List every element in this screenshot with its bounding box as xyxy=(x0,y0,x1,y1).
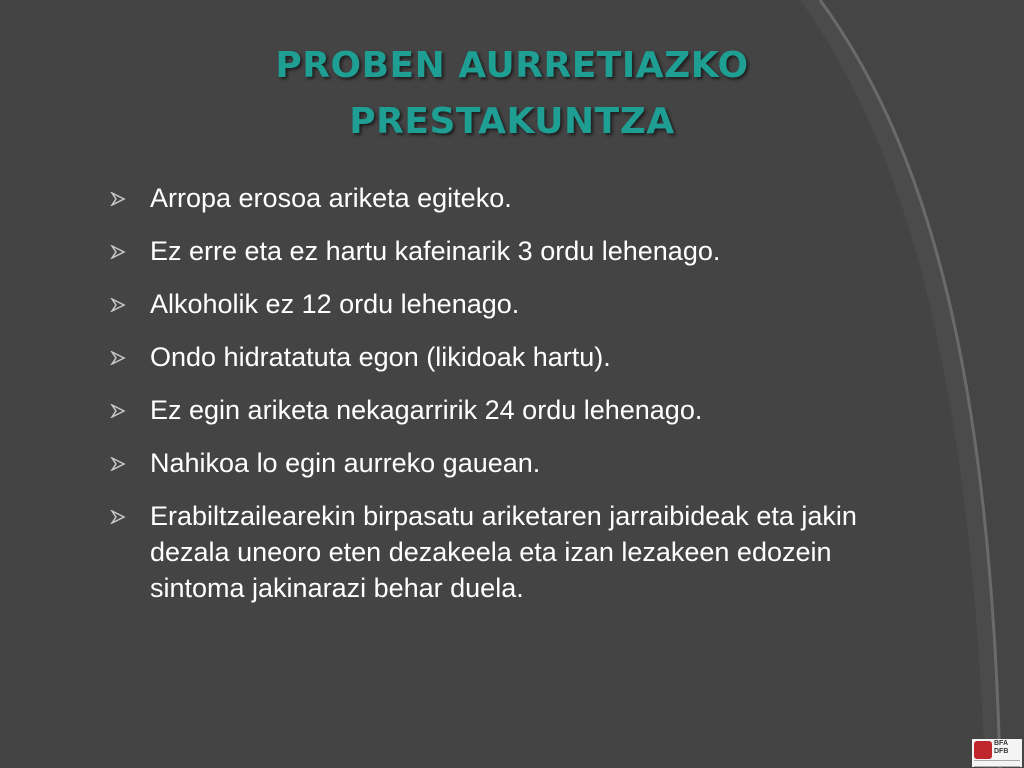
bullet-text: Nahikoa lo egin aurreko gauean. xyxy=(150,448,541,478)
bullet-item xyxy=(104,339,924,375)
arrow-bullet-icon xyxy=(110,298,126,312)
slide-title xyxy=(0,38,1024,150)
arrow-bullet-icon xyxy=(110,510,126,524)
arrow-bullet-icon xyxy=(110,457,126,471)
bullet-list xyxy=(104,180,924,623)
arrow-bullet-icon xyxy=(110,351,126,365)
bullet-item xyxy=(104,445,924,481)
bullet-text: Ez egin ariketa nekagarririk 24 ordu lehenago. xyxy=(150,395,703,425)
bullet-text: Ondo hidratatuta egon (likidoak hartu). xyxy=(150,342,611,372)
logo-mark-icon xyxy=(974,741,992,759)
bullet-item xyxy=(104,286,924,322)
slide-title-line-1: PROBEN AURRETIAZKO xyxy=(275,45,749,86)
bullet-text: Arropa erosoa ariketa egiteko. xyxy=(150,183,512,213)
bullet-item xyxy=(104,233,924,269)
logo-fine-print xyxy=(974,760,1020,767)
arrow-bullet-icon xyxy=(110,404,126,418)
bullet-text: Alkoholik ez 12 ordu lehenago. xyxy=(150,289,520,319)
slide-title-line-2: PRESTAKUNTZA xyxy=(349,101,675,142)
arrow-bullet-icon xyxy=(110,192,126,206)
logo-text: BFA DFB xyxy=(994,740,1009,755)
bfa-dfb-logo xyxy=(972,739,1022,767)
arrow-bullet-icon xyxy=(110,245,126,259)
bullet-text: Ez erre eta ez hartu kafeinarik 3 ordu lehenago. xyxy=(150,236,721,266)
bullet-item xyxy=(104,392,924,428)
bullet-item xyxy=(104,180,924,216)
bullet-item xyxy=(104,498,924,606)
bullet-text: Erabiltzailearekin birpasatu ariketaren jarraibideak eta jakin dezala uneoro eten dezakeela eta izan lezakeen edozein sintoma jakinarazi behar duela. xyxy=(150,501,857,603)
